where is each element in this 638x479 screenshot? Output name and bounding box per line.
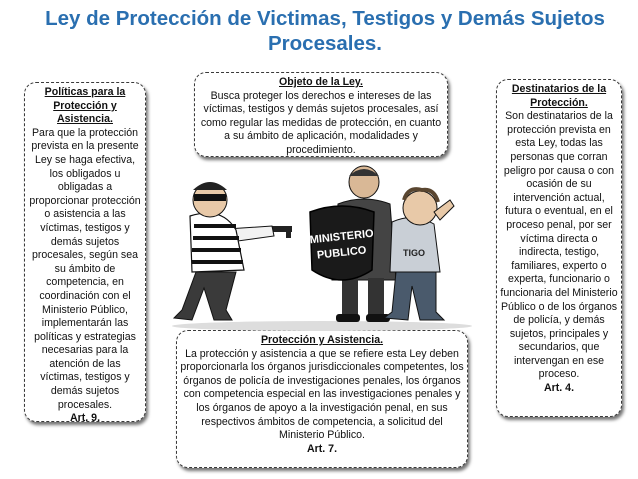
proteccion-body: La protección y asistencia a que se refiere esta Ley deben proporcionarla los órganos jurisdiccionales competentes, los órganos de policía de investigaciones penales, los órganos con competencia especial en las investigaciones penales y los órganos de apoyo a la investigación penal, en sus respectivos ámbitos de competencia, a solicitud del Ministerio Público. [180,347,464,442]
proteccion-box [176,330,468,468]
witness-figure [384,189,454,320]
proteccion-article: Art. 7. [306,442,338,455]
proteccion-heading: Protección y Asistencia. [260,334,384,346]
politicas-heading: Políticas para la Protección y Asistencia. [44,86,126,126]
ground-shadow [172,321,472,331]
politicas-box [24,82,146,425]
politicas-body: Para que la protección prevista en la presente Ley se haga efectiva, los obligados u obligadas a proporcionar protección o asistencia a las víctimas, testigos y demás sujetos procesales, según sea su ámbito de competencia, en coordinación con el Ministerio Público, implementarán las políticas y estrategias necesarias para la atención de las víctimas, testigos y demás sujetos procesales. [29,126,141,411]
destinatarios-box [496,79,622,417]
cartoon-illustration [152,160,492,332]
witness-badge: TIGO [403,248,425,258]
objeto-box [194,72,448,157]
destinatarios-body: Son destinatarios de la protección prevista en esta Ley, todas las personas que corran peligro por causa o con ocasión de su intervención actual, futura o eventual, en el proceso penal, por ser víctima directa o indirecta, testigo, familiares, experto o experta, funcionario o funcionaria del Ministerio Público o de los órganos de policía, y demás sujetos, principales y secundarios, que intervengan en ese proceso. [500,110,618,381]
politicas-article: Art. 9. [69,412,101,425]
destinatarios-heading: Destinatarios de la Protección. [511,83,607,109]
page-title: Ley de Protección de Victimas, Testigos y Demás Sujetos Procesales. [45,7,605,55]
shield-text-publico: PUBLICO [316,244,367,262]
objeto-heading: Objeto de la Ley. [279,76,363,88]
ministerio-publico-figure [309,166,396,322]
destinatarios-article: Art. 4. [543,382,575,395]
objeto-body: Busca proteger los derechos e intereses de las víctimas, testigos y demás sujetos procesales, así como regular las medidas de protección, en cuanto a su ámbito de aplicación, modalidades y procedimiento. [200,89,442,156]
shield-text-ministerio: MINISTERIO [309,227,375,247]
thief-figure [174,182,292,320]
